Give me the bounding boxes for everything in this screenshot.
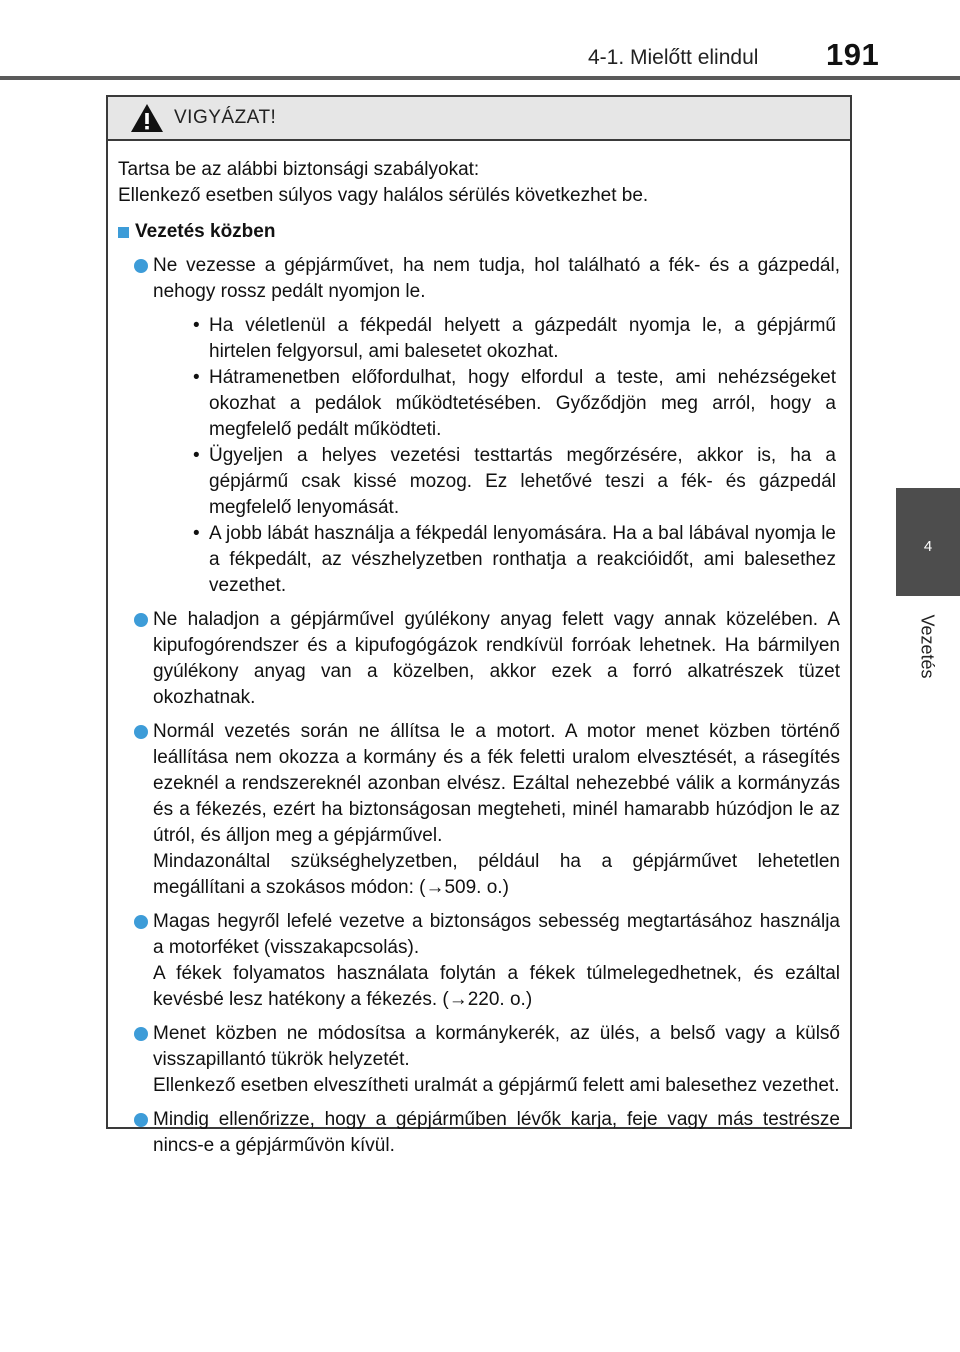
circle-bullet-icon	[134, 1027, 148, 1041]
header-section-title: 4-1. Mielőtt elindul	[588, 46, 759, 69]
chapter-label: Vezetés	[917, 613, 938, 679]
item-text-continued: Ellenkező esetben elveszítheti uralmát a gépjármű felett ami balesethez vezethet.	[153, 1075, 840, 1096]
bullet-dot-icon: •	[193, 367, 200, 388]
item-text: Normál vezetés során ne állítsa le a motort. A motor menet közben történő leállítása nem okozza a kormány és a fék feletti uralom elvesztését, a rásegítés ezeknél a rendszereknél azonban elvész. Ezáltal nehezebbé válik a kormányzás és a fékezés, ezért ha biztonságosan megteheti, minél hamarabb húzódjon le az útról, és álljon meg a gépjárművel.	[153, 721, 840, 846]
bullet-dot-icon: •	[193, 445, 200, 466]
section-title: Vezetés közben	[135, 221, 276, 242]
item-text: Magas hegyről lefelé vezetve a biztonságos sebesség megtartásához használja a motorféket (visszakapcsolás).	[153, 911, 840, 958]
warning-header	[108, 97, 850, 141]
intro-line-1: Tartsa be az alábbi biztonsági szabályokat:	[118, 159, 480, 180]
warning-item	[118, 607, 840, 711]
sub-item	[153, 443, 840, 521]
item-text-continued: A fékek folyamatos használata folytán a fékek túlmelegedhetnek, és ezáltal kevésbé lesz hatékony a fékezés. (→220. o.)	[153, 963, 840, 1010]
header-rule	[0, 76, 960, 80]
sub-item-text: Ügyeljen a helyes vezetési testtartás megőrzésére, akkor is, ha a gépjármű csak kissé mozog. Ez lehetővé teszi a fék- és gázpedál megfelelő lenyomását.	[209, 445, 836, 518]
square-bullet-icon	[118, 227, 129, 238]
sub-list	[153, 313, 840, 599]
sub-item	[153, 365, 840, 443]
warning-item	[118, 909, 840, 1013]
circle-bullet-icon	[134, 725, 148, 739]
item-text: Menet közben ne módosítsa a kormánykerék, az ülés, a belső vagy a külső visszapillantó tükrök helyzetét.	[153, 1023, 840, 1070]
warning-content	[108, 141, 850, 1159]
section-heading	[118, 219, 840, 245]
chapter-label-container	[897, 606, 957, 686]
sub-item-text: A jobb lábát használja a fékpedál lenyomására. Ha a bal lábával nyomja le a fékpedált, az vészhelyzetben ronthatja a reakcióidőt, ami balesethez vezethet.	[209, 523, 836, 596]
bullet-dot-icon: •	[193, 523, 200, 544]
sub-item	[153, 313, 840, 365]
circle-bullet-icon	[134, 1113, 148, 1127]
item-text-continued: Mindazonáltal szükséghelyzetben, például ha a gépjárművet lehetetlen megállítani a szokásos módon: (→509. o.)	[153, 851, 840, 898]
warning-item	[118, 253, 840, 599]
item-text: Mindig ellenőrizze, hogy a gépjárműben lévők karja, feje vagy más testrésze nincs-e a gépjárművön kívül.	[153, 1109, 840, 1156]
circle-bullet-icon	[134, 613, 148, 627]
circle-bullet-icon	[134, 259, 148, 273]
warning-triangle-icon	[130, 103, 164, 133]
circle-bullet-icon	[134, 915, 148, 929]
warning-item	[118, 1021, 840, 1099]
sub-item-text: Ha véletlenül a fékpedál helyett a gázpedált nyomja le, a gépjármű hirtelen felgyorsul, ami balesetet okozhat.	[209, 315, 836, 362]
chapter-tab	[896, 488, 960, 596]
item-text: Ne vezesse a gépjárművet, ha nem tudja, hol található a fék- és a gázpedál, nehogy rossz pedált nyomjon le.	[153, 255, 840, 302]
warning-box	[106, 95, 852, 1156]
sub-item-text: Hátramenetben előfordulhat, hogy elfordul a teste, ami nehézségeket okozhat a pedálok működtetésében. Győződjön meg arról, hogy a megfelelő pedált működteti.	[209, 367, 836, 440]
chapter-number: 4	[923, 538, 933, 555]
warning-item	[118, 719, 840, 901]
bullet-dot-icon: •	[193, 315, 200, 336]
warning-intro	[118, 157, 840, 209]
warning-title: VIGYÁZAT!	[174, 107, 277, 128]
intro-line-2: Ellenkező esetben súlyos vagy halálos sérülés következhet be.	[118, 185, 649, 206]
item-text: Ne haladjon a gépjárművel gyúlékony anyag felett vagy annak közelében. A kipufogórendszer és a kipufogógázok rendkívül forróak lehetnek. Ha bármilyen gyúlékony anyag van a közelben, akkor ezek a forró alkatrészek tüzet okozhatnak.	[153, 609, 840, 708]
warning-item	[118, 1107, 840, 1159]
page-number: 191	[826, 37, 880, 72]
sub-item	[153, 521, 840, 599]
